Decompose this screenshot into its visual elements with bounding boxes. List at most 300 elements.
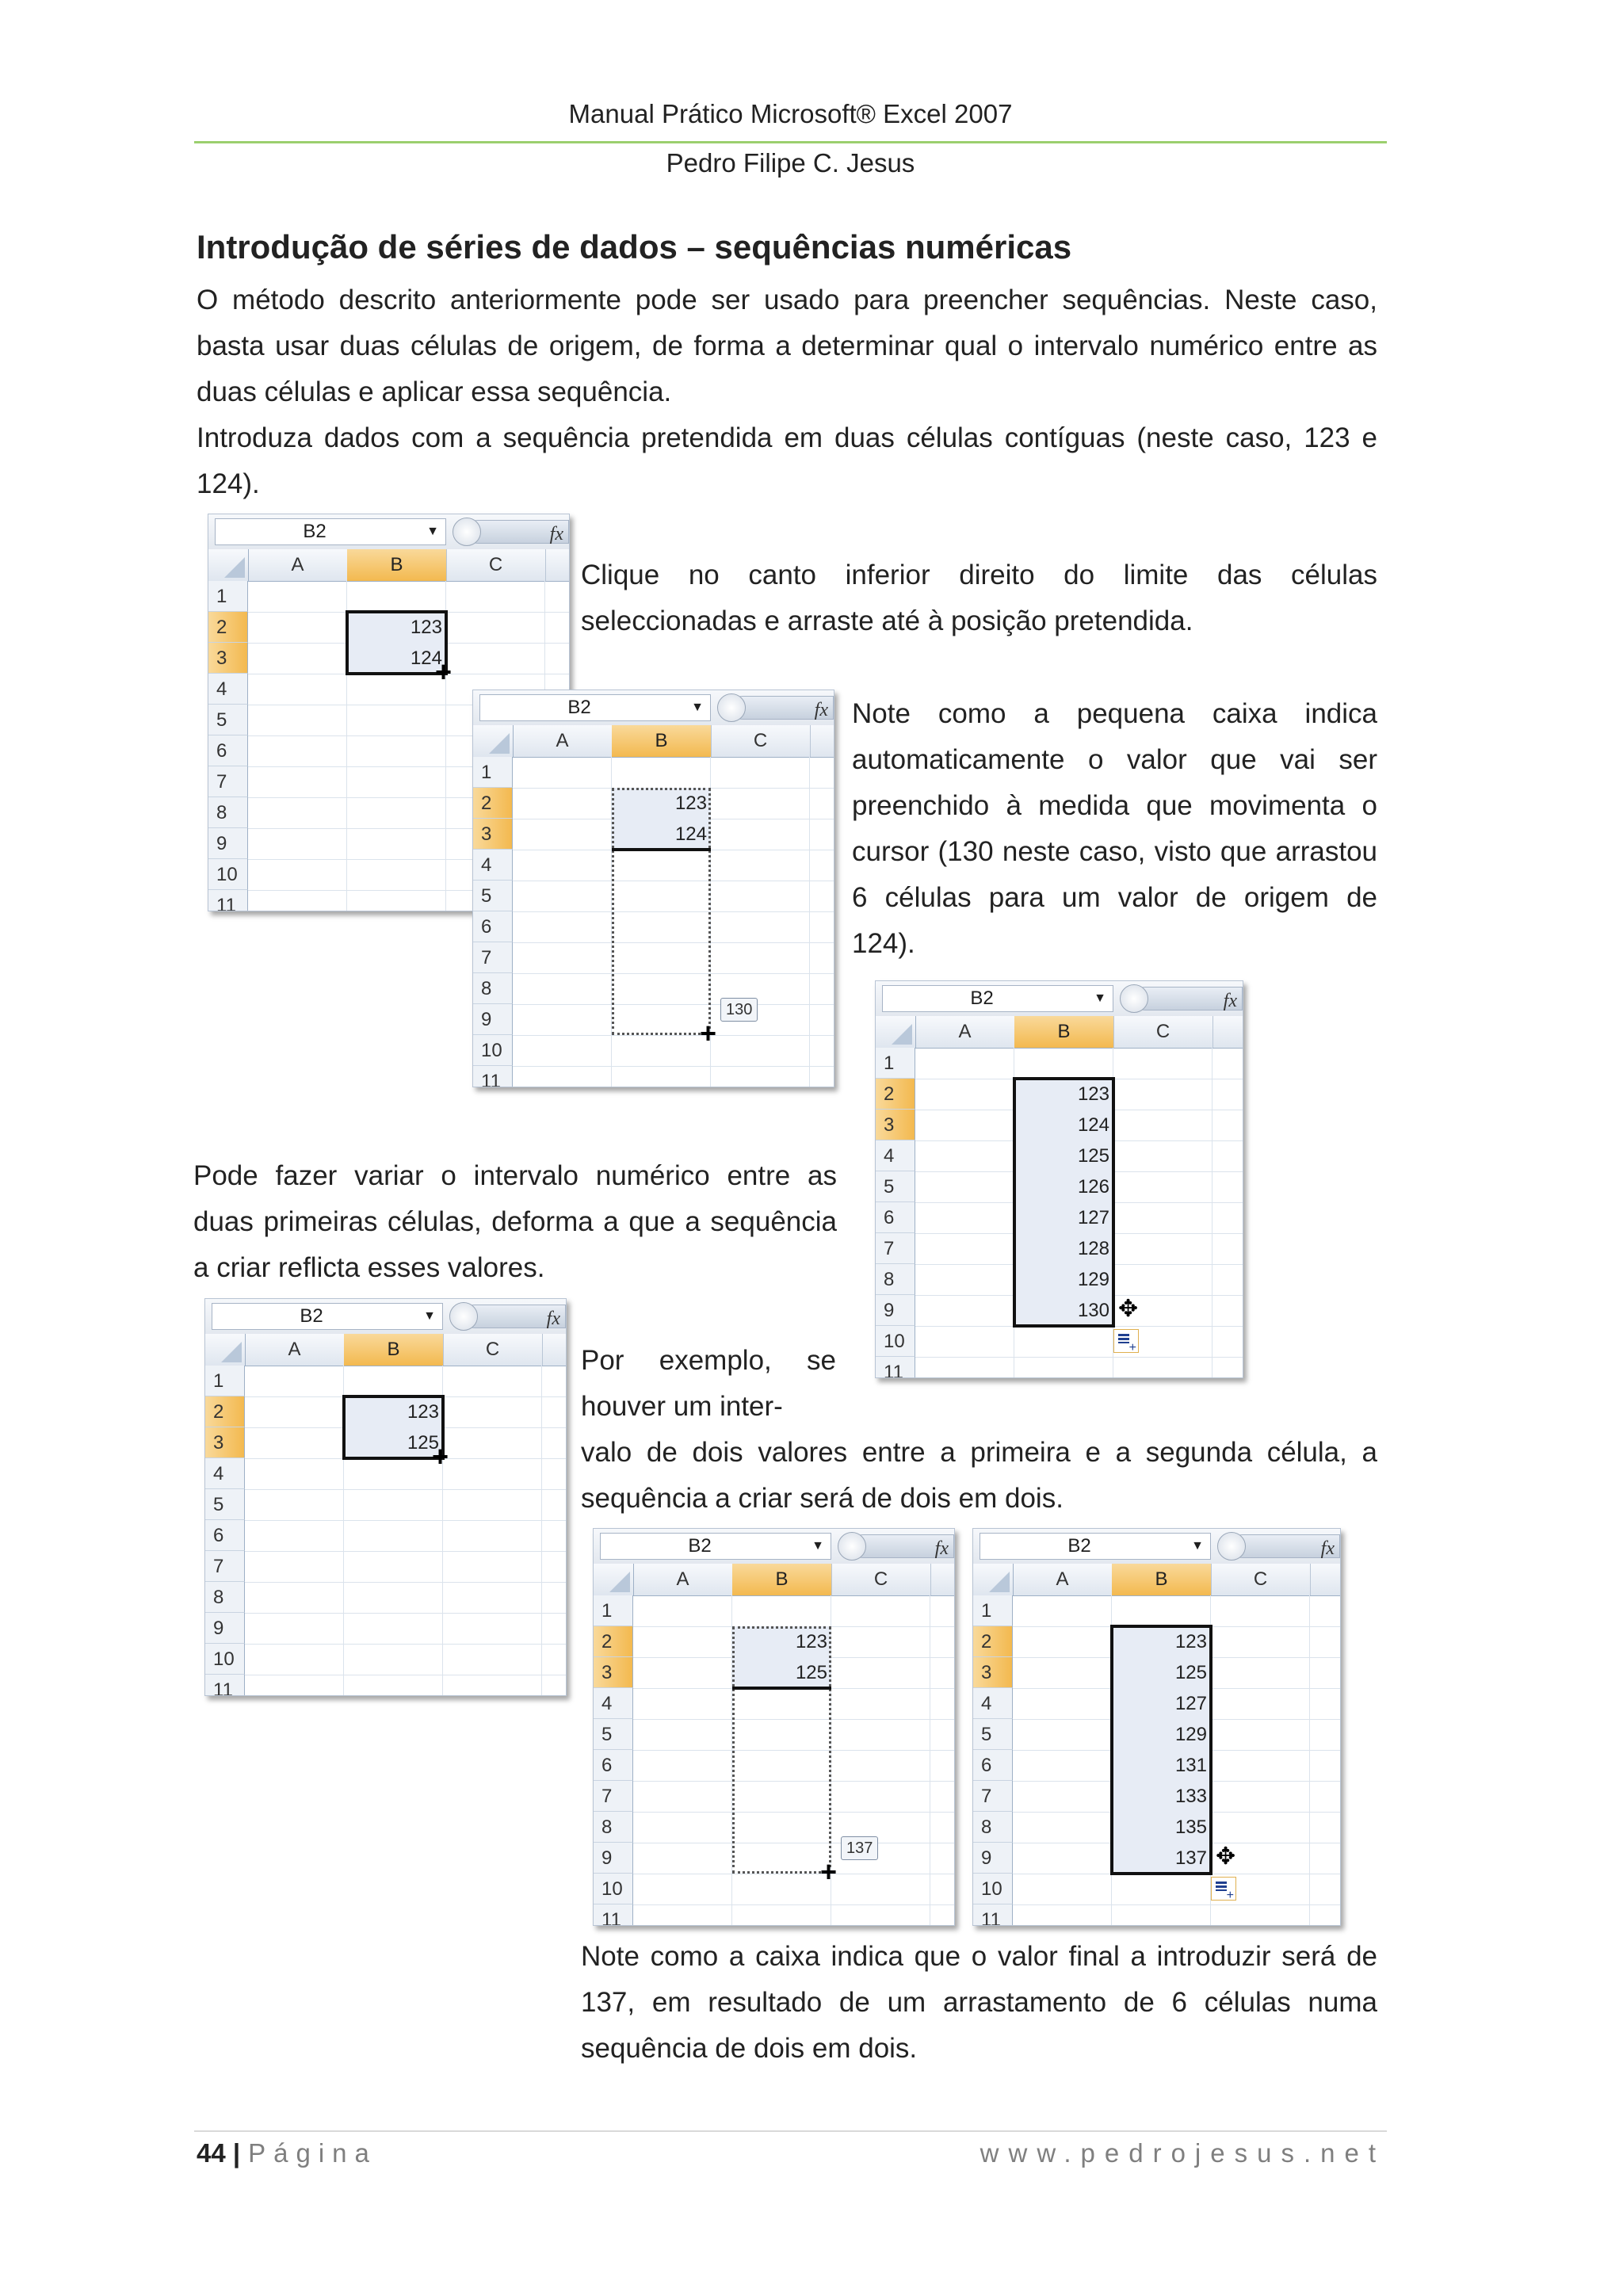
cell-b5[interactable] xyxy=(347,705,446,735)
select-all-button[interactable] xyxy=(208,549,249,581)
cell-b8[interactable] xyxy=(347,797,446,828)
row-header-8[interactable]: 8 xyxy=(208,797,248,828)
cell-c4[interactable] xyxy=(443,1458,542,1489)
row-header-9[interactable]: 9 xyxy=(594,1843,633,1874)
column-header-a[interactable]: A xyxy=(245,1334,345,1366)
chevron-down-icon[interactable]: ▼ xyxy=(423,1309,436,1323)
row-header-10[interactable]: 10 xyxy=(973,1874,1013,1904)
cell-b7[interactable] xyxy=(347,766,446,797)
cell-b6[interactable]: 131 xyxy=(1112,1750,1211,1781)
cell-a10[interactable] xyxy=(513,1035,612,1066)
cell-b3[interactable]: 125 xyxy=(1112,1657,1211,1688)
row-header-2[interactable]: 2 xyxy=(473,788,513,819)
auto-fill-options-icon[interactable] xyxy=(1211,1877,1236,1901)
cell-a3[interactable] xyxy=(245,1427,344,1458)
cell-b8[interactable]: 135 xyxy=(1112,1812,1211,1843)
cell-c3[interactable] xyxy=(711,819,810,850)
cell-c1[interactable] xyxy=(831,1595,930,1626)
cell-c10[interactable] xyxy=(831,1874,930,1904)
row-header-7[interactable]: 7 xyxy=(594,1781,633,1812)
crosshair-cursor-icon: + xyxy=(820,1855,838,1888)
cell-a5[interactable] xyxy=(915,1171,1014,1202)
cell-a10[interactable] xyxy=(245,1644,344,1675)
row-header-4[interactable]: 4 xyxy=(208,674,248,705)
formula-input[interactable] xyxy=(464,1305,566,1328)
cell-c10[interactable] xyxy=(443,1644,542,1675)
paragraph-note-130: Note como a pequena caixa indica automaticamente o valor que vai ser preenchido à medida que movimenta o cursor (130 neste caso, visto que arrastou 6 células para um valor de origem de 124). xyxy=(852,698,1377,959)
row-header-11[interactable]: 11 xyxy=(876,1357,915,1378)
row-header-1[interactable]: 1 xyxy=(973,1595,1013,1626)
cell-a6[interactable] xyxy=(633,1750,732,1781)
row-header-5[interactable]: 5 xyxy=(973,1719,1013,1750)
row-header-4[interactable]: 4 xyxy=(594,1688,633,1719)
cell-b2[interactable]: 123 xyxy=(344,1396,443,1427)
row-header-5[interactable]: 5 xyxy=(205,1489,245,1520)
row-header-8[interactable]: 8 xyxy=(205,1582,245,1613)
expand-button[interactable] xyxy=(717,693,746,722)
cell-c4[interactable] xyxy=(1211,1688,1310,1719)
column-header-b[interactable]: B xyxy=(732,1564,832,1595)
cell-c3[interactable] xyxy=(446,643,545,674)
cell-c3[interactable] xyxy=(831,1657,930,1688)
cell-b3[interactable]: 124 xyxy=(612,819,711,850)
row-header-3[interactable]: 3 xyxy=(973,1657,1013,1688)
cell-a6[interactable] xyxy=(1013,1750,1112,1781)
cell-a9[interactable] xyxy=(915,1295,1014,1326)
cell-a11[interactable] xyxy=(513,1066,612,1087)
row-header-3[interactable]: 3 xyxy=(594,1657,633,1688)
function-icon[interactable]: fx xyxy=(546,1308,560,1329)
cell-a6[interactable] xyxy=(915,1202,1014,1233)
expand-button[interactable] xyxy=(449,1302,478,1331)
name-box-value: B2 xyxy=(567,697,591,718)
cell-b3[interactable]: 124 xyxy=(347,643,446,674)
cell-a7[interactable] xyxy=(513,942,612,973)
cell-a6[interactable] xyxy=(245,1520,344,1551)
crosshair-cursor-icon: + xyxy=(435,655,453,688)
row-header-11[interactable]: 11 xyxy=(594,1904,633,1926)
cell-b11[interactable] xyxy=(1112,1904,1211,1926)
cell-b10[interactable] xyxy=(344,1644,443,1675)
cell-c11[interactable] xyxy=(711,1066,810,1087)
cell-b1[interactable] xyxy=(344,1366,443,1396)
row-header-11[interactable]: 11 xyxy=(973,1904,1013,1926)
row-header-8[interactable]: 8 xyxy=(473,973,513,1004)
row-header-7[interactable]: 7 xyxy=(973,1781,1013,1812)
row-header-2[interactable]: 2 xyxy=(876,1079,915,1110)
chevron-down-icon[interactable]: ▼ xyxy=(1191,1539,1204,1553)
cell-c11[interactable] xyxy=(1113,1357,1212,1378)
selection-bottom-line xyxy=(612,848,711,851)
column-header-c[interactable]: C xyxy=(446,549,546,581)
select-all-button[interactable] xyxy=(473,725,514,757)
name-box[interactable] xyxy=(980,1533,1211,1560)
row-header-11[interactable]: 11 xyxy=(205,1675,245,1696)
cell-c3[interactable] xyxy=(1113,1110,1212,1140)
column-header-a[interactable]: A xyxy=(248,549,348,581)
cell-c5[interactable] xyxy=(831,1719,930,1750)
cell-b1[interactable] xyxy=(1112,1595,1211,1626)
cell-c7[interactable] xyxy=(443,1551,542,1582)
cell-c7[interactable] xyxy=(711,942,810,973)
row-header-3[interactable]: 3 xyxy=(876,1110,915,1140)
cell-c3[interactable] xyxy=(443,1427,542,1458)
row-header-3[interactable]: 3 xyxy=(473,819,513,850)
cell-c5[interactable] xyxy=(711,881,810,911)
cell-c7[interactable] xyxy=(1211,1781,1310,1812)
expand-button[interactable] xyxy=(1120,984,1148,1013)
column-header-a[interactable]: A xyxy=(513,725,613,757)
cell-b6[interactable]: 127 xyxy=(1014,1202,1113,1233)
cell-a11[interactable] xyxy=(633,1904,732,1926)
function-icon[interactable]: fx xyxy=(549,524,563,544)
cell-a11[interactable] xyxy=(915,1357,1014,1378)
cell-c5[interactable] xyxy=(1211,1719,1310,1750)
function-icon[interactable]: fx xyxy=(934,1538,949,1559)
cell-c1[interactable] xyxy=(711,757,810,788)
row-header-9[interactable]: 9 xyxy=(208,828,248,859)
formula-input[interactable] xyxy=(1232,1534,1340,1558)
cell-c8[interactable] xyxy=(443,1582,542,1613)
cell-c6[interactable] xyxy=(831,1750,930,1781)
column-header-a[interactable]: A xyxy=(633,1564,733,1595)
cell-c2[interactable] xyxy=(1113,1079,1212,1110)
cell-a9[interactable] xyxy=(1013,1843,1112,1874)
row-header-10[interactable]: 10 xyxy=(876,1326,915,1357)
cell-b11[interactable] xyxy=(344,1675,443,1696)
cell-c2[interactable] xyxy=(443,1396,542,1427)
cell-a7[interactable] xyxy=(245,1551,344,1582)
cell-c2[interactable] xyxy=(831,1626,930,1657)
cell-b10[interactable] xyxy=(347,859,446,890)
chevron-down-icon[interactable]: ▼ xyxy=(426,525,439,538)
cell-a8[interactable] xyxy=(633,1812,732,1843)
row-header-9[interactable]: 9 xyxy=(973,1843,1013,1874)
row-header-10[interactable]: 10 xyxy=(205,1644,245,1675)
name-box[interactable] xyxy=(479,694,711,721)
table-row xyxy=(473,1066,834,1087)
cell-a7[interactable] xyxy=(1013,1781,1112,1812)
row-header-7[interactable]: 7 xyxy=(208,766,248,797)
cell-c9[interactable] xyxy=(443,1613,542,1644)
cell-a8[interactable] xyxy=(915,1264,1014,1295)
row-header-4[interactable]: 4 xyxy=(205,1458,245,1489)
cell-a5[interactable] xyxy=(633,1719,732,1750)
row-header-11[interactable]: 11 xyxy=(473,1066,513,1087)
cell-b1[interactable] xyxy=(612,757,711,788)
cell-a2[interactable] xyxy=(245,1396,344,1427)
cell-b6[interactable] xyxy=(344,1520,443,1551)
cell-a4[interactable] xyxy=(633,1688,732,1719)
formula-input[interactable] xyxy=(852,1534,954,1558)
column-header-b[interactable]: B xyxy=(612,725,712,757)
cell-a2[interactable] xyxy=(633,1626,732,1657)
cell-b9[interactable]: 137 xyxy=(1112,1843,1211,1874)
row-header-6[interactable]: 6 xyxy=(205,1520,245,1551)
cell-c4[interactable] xyxy=(711,850,810,881)
row-header-11[interactable]: 11 xyxy=(208,890,248,911)
row-header-10[interactable]: 10 xyxy=(473,1035,513,1066)
cell-a10[interactable] xyxy=(915,1326,1014,1357)
row-header-3[interactable]: 3 xyxy=(208,643,248,674)
name-box[interactable] xyxy=(215,518,446,545)
cell-c1[interactable] xyxy=(446,581,545,612)
cell-a10[interactable] xyxy=(1013,1874,1112,1904)
cell-c11[interactable] xyxy=(1211,1904,1310,1926)
select-all-button[interactable] xyxy=(205,1334,246,1366)
cell-c5[interactable] xyxy=(1113,1171,1212,1202)
cell-a3[interactable] xyxy=(513,819,612,850)
cell-b9[interactable] xyxy=(347,828,446,859)
name-box[interactable] xyxy=(212,1303,443,1330)
cell-b4[interactable] xyxy=(347,674,446,705)
row-header-2[interactable]: 2 xyxy=(594,1626,633,1657)
cell-c8[interactable] xyxy=(1113,1264,1212,1295)
row-header-9[interactable]: 9 xyxy=(205,1613,245,1644)
row-header-4[interactable]: 4 xyxy=(473,850,513,881)
cell-c4[interactable] xyxy=(831,1688,930,1719)
cell-a1[interactable] xyxy=(248,581,347,612)
cell-a6[interactable] xyxy=(248,735,347,766)
chevron-down-icon[interactable]: ▼ xyxy=(812,1539,824,1553)
column-headers xyxy=(473,725,834,758)
cell-b7[interactable]: 128 xyxy=(1014,1233,1113,1264)
cell-c1[interactable] xyxy=(443,1366,542,1396)
cell-a3[interactable] xyxy=(1013,1657,1112,1688)
cell-a5[interactable] xyxy=(248,705,347,735)
row-header-5[interactable]: 5 xyxy=(594,1719,633,1750)
cell-b4[interactable]: 127 xyxy=(1112,1688,1211,1719)
cell-a10[interactable] xyxy=(633,1874,732,1904)
expand-button[interactable] xyxy=(1217,1532,1246,1561)
row-header-7[interactable]: 7 xyxy=(876,1233,915,1264)
column-header-b[interactable]: B xyxy=(1112,1564,1212,1595)
row-header-6[interactable]: 6 xyxy=(473,911,513,942)
row-header-3[interactable]: 3 xyxy=(205,1427,245,1458)
cell-a9[interactable] xyxy=(245,1613,344,1644)
cell-a2[interactable] xyxy=(248,612,347,643)
cell-b1[interactable] xyxy=(1014,1048,1113,1079)
cell-a4[interactable] xyxy=(248,674,347,705)
cell-b9[interactable] xyxy=(344,1613,443,1644)
cell-a3[interactable] xyxy=(248,643,347,674)
cell-c7[interactable] xyxy=(1113,1233,1212,1264)
cell-a9[interactable] xyxy=(513,1004,612,1035)
cell-a6[interactable] xyxy=(513,911,612,942)
cell-b2[interactable]: 123 xyxy=(1014,1079,1113,1110)
chevron-down-icon[interactable]: ▼ xyxy=(1094,991,1106,1005)
cell-b4[interactable]: 125 xyxy=(1014,1140,1113,1171)
cell-c3[interactable] xyxy=(1211,1657,1310,1688)
row-header-7[interactable]: 7 xyxy=(473,942,513,973)
row-header-10[interactable]: 10 xyxy=(208,859,248,890)
function-icon[interactable]: fx xyxy=(814,700,828,720)
cell-b7[interactable] xyxy=(344,1551,443,1582)
expand-button[interactable] xyxy=(453,518,481,546)
cell-a3[interactable] xyxy=(633,1657,732,1688)
cell-c2[interactable] xyxy=(446,612,545,643)
cell-a8[interactable] xyxy=(513,973,612,1004)
cell-b8[interactable] xyxy=(344,1582,443,1613)
auto-fill-options-icon[interactable] xyxy=(1113,1329,1139,1353)
cell-b9[interactable]: 130 xyxy=(1014,1295,1113,1326)
column-header-a[interactable]: A xyxy=(915,1016,1015,1048)
row-header-2[interactable]: 2 xyxy=(973,1626,1013,1657)
function-icon[interactable]: fx xyxy=(1223,991,1237,1011)
cell-a5[interactable] xyxy=(245,1489,344,1520)
cell-c2[interactable] xyxy=(1211,1626,1310,1657)
cell-b8[interactable]: 129 xyxy=(1014,1264,1113,1295)
cell-a7[interactable] xyxy=(633,1781,732,1812)
column-header-b[interactable]: B xyxy=(1014,1016,1114,1048)
cell-c5[interactable] xyxy=(443,1489,542,1520)
select-all-button[interactable] xyxy=(973,1564,1014,1595)
cell-b6[interactable] xyxy=(347,735,446,766)
cell-a5[interactable] xyxy=(1013,1719,1112,1750)
row-header-1[interactable]: 1 xyxy=(205,1366,245,1396)
column-header-c[interactable]: C xyxy=(711,725,811,757)
cell-a2[interactable] xyxy=(513,788,612,819)
cell-b1[interactable] xyxy=(732,1595,831,1626)
cell-a4[interactable] xyxy=(1013,1688,1112,1719)
cell-a8[interactable] xyxy=(245,1582,344,1613)
column-header-a[interactable]: A xyxy=(1013,1564,1113,1595)
cell-b10[interactable] xyxy=(1014,1326,1113,1357)
cell-a9[interactable] xyxy=(633,1843,732,1874)
cell-a10[interactable] xyxy=(248,859,347,890)
row-header-1[interactable]: 1 xyxy=(594,1595,633,1626)
row-header-1[interactable]: 1 xyxy=(473,757,513,788)
row-header-7[interactable]: 7 xyxy=(205,1551,245,1582)
cell-a4[interactable] xyxy=(513,850,612,881)
cell-a7[interactable] xyxy=(248,766,347,797)
row-header-6[interactable]: 6 xyxy=(876,1202,915,1233)
expand-button[interactable] xyxy=(838,1532,866,1561)
cell-a1[interactable] xyxy=(633,1595,732,1626)
cell-a3[interactable] xyxy=(915,1110,1014,1140)
cell-a9[interactable] xyxy=(248,828,347,859)
cell-b2[interactable]: 123 xyxy=(732,1626,831,1657)
cell-c6[interactable] xyxy=(443,1520,542,1551)
cell-b10[interactable] xyxy=(612,1035,711,1066)
column-header-c[interactable]: C xyxy=(831,1564,931,1595)
cell-b2[interactable]: 123 xyxy=(347,612,446,643)
cell-a2[interactable] xyxy=(1013,1626,1112,1657)
row-header-6[interactable]: 6 xyxy=(594,1750,633,1781)
row-header-9[interactable]: 9 xyxy=(473,1004,513,1035)
cell-b4[interactable] xyxy=(344,1458,443,1489)
row-header-8[interactable]: 8 xyxy=(876,1264,915,1295)
cell-a11[interactable] xyxy=(245,1675,344,1696)
cell-a4[interactable] xyxy=(245,1458,344,1489)
cell-c11[interactable] xyxy=(443,1675,542,1696)
row-header-5[interactable]: 5 xyxy=(473,881,513,911)
cell-b11[interactable] xyxy=(1014,1357,1113,1378)
row-header-8[interactable]: 8 xyxy=(973,1812,1013,1843)
cell-c6[interactable] xyxy=(711,911,810,942)
cell-c4[interactable] xyxy=(1113,1140,1212,1171)
column-header-b[interactable]: B xyxy=(344,1334,444,1366)
cell-c10[interactable] xyxy=(711,1035,810,1066)
cell-b5[interactable]: 129 xyxy=(1112,1719,1211,1750)
formula-input[interactable] xyxy=(467,520,569,544)
cell-b3[interactable]: 125 xyxy=(732,1657,831,1688)
cell-c1[interactable] xyxy=(1113,1048,1212,1079)
cell-c11[interactable] xyxy=(831,1904,930,1926)
column-header-c[interactable]: C xyxy=(443,1334,543,1366)
row-header-9[interactable]: 9 xyxy=(876,1295,915,1326)
cell-c6[interactable] xyxy=(1211,1750,1310,1781)
cell-b3[interactable]: 125 xyxy=(344,1427,443,1458)
cell-a1[interactable] xyxy=(1013,1595,1112,1626)
select-all-button[interactable] xyxy=(876,1016,916,1048)
name-box[interactable] xyxy=(882,985,1113,1012)
column-header-c[interactable]: C xyxy=(1211,1564,1311,1595)
function-icon[interactable]: fx xyxy=(1320,1538,1335,1559)
cell-a2[interactable] xyxy=(915,1079,1014,1110)
cell-c6[interactable] xyxy=(1113,1202,1212,1233)
cell-b3[interactable]: 124 xyxy=(1014,1110,1113,1140)
cell-a8[interactable] xyxy=(1013,1812,1112,1843)
row-header-4[interactable]: 4 xyxy=(876,1140,915,1171)
name-box[interactable] xyxy=(600,1533,831,1560)
cell-a4[interactable] xyxy=(915,1140,1014,1171)
row-header-4[interactable]: 4 xyxy=(973,1688,1013,1719)
row-header-1[interactable]: 1 xyxy=(208,581,248,612)
row-header-5[interactable]: 5 xyxy=(876,1171,915,1202)
cell-b10[interactable] xyxy=(732,1874,831,1904)
column-header-b[interactable]: B xyxy=(347,549,447,581)
cell-a1[interactable] xyxy=(245,1366,344,1396)
cell-b11[interactable] xyxy=(347,890,446,911)
cell-a1[interactable] xyxy=(513,757,612,788)
cell-a11[interactable] xyxy=(248,890,347,911)
cell-b2[interactable]: 123 xyxy=(612,788,711,819)
cell-c2[interactable] xyxy=(711,788,810,819)
row-header-5[interactable]: 5 xyxy=(208,705,248,735)
row-header-6[interactable]: 6 xyxy=(973,1750,1013,1781)
formula-input[interactable] xyxy=(731,696,834,720)
cell-a5[interactable] xyxy=(513,881,612,911)
cell-b7[interactable]: 133 xyxy=(1112,1781,1211,1812)
cell-a7[interactable] xyxy=(915,1233,1014,1264)
cell-a8[interactable] xyxy=(248,797,347,828)
select-all-button[interactable] xyxy=(594,1564,634,1595)
cell-b2[interactable]: 123 xyxy=(1112,1626,1211,1657)
row-header-2[interactable]: 2 xyxy=(205,1396,245,1427)
row-header-2[interactable]: 2 xyxy=(208,612,248,643)
cell-b11[interactable] xyxy=(732,1904,831,1926)
formula-input[interactable] xyxy=(1134,987,1243,1010)
row-header-1[interactable]: 1 xyxy=(876,1048,915,1079)
name-box-value: B2 xyxy=(688,1535,712,1557)
row-header-6[interactable]: 6 xyxy=(208,735,248,766)
cell-a11[interactable] xyxy=(1013,1904,1112,1926)
cell-b11[interactable] xyxy=(612,1066,711,1087)
cell-c7[interactable] xyxy=(831,1781,930,1812)
cell-b5[interactable]: 126 xyxy=(1014,1171,1113,1202)
row-header-10[interactable]: 10 xyxy=(594,1874,633,1904)
cell-c8[interactable] xyxy=(1211,1812,1310,1843)
cell-c1[interactable] xyxy=(1211,1595,1310,1626)
column-header-c[interactable]: C xyxy=(1113,1016,1213,1048)
chevron-down-icon[interactable]: ▼ xyxy=(691,701,704,714)
row-header-8[interactable]: 8 xyxy=(594,1812,633,1843)
cell-b10[interactable] xyxy=(1112,1874,1211,1904)
cell-b1[interactable] xyxy=(347,581,446,612)
cell-b5[interactable] xyxy=(344,1489,443,1520)
cell-a1[interactable] xyxy=(915,1048,1014,1079)
